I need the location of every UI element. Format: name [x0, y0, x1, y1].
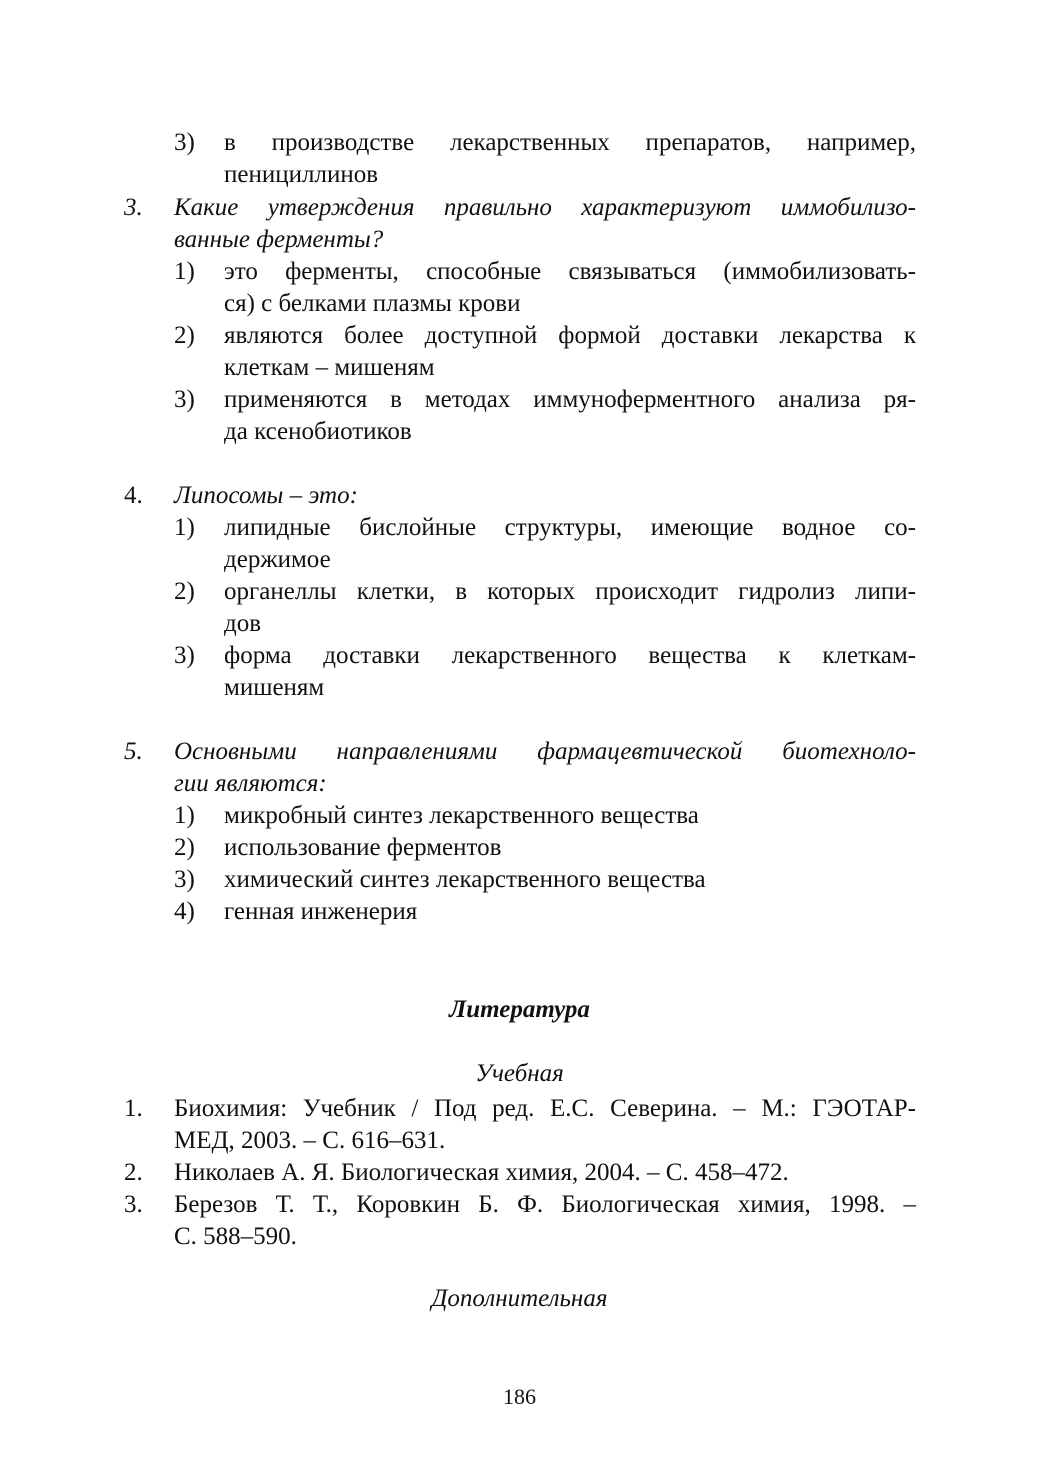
page-number: 186 — [503, 1384, 536, 1409]
question-number: 3. — [124, 194, 143, 221]
answer-text: генная инженерия — [224, 898, 418, 925]
reference-number: 3. — [124, 1191, 143, 1218]
answer-number: 2) — [174, 578, 195, 605]
question-text: гии являются: — [174, 770, 327, 797]
answer-number: 2) — [174, 322, 195, 349]
question-text: ванные ферменты? — [174, 226, 384, 253]
answer-number: 1) — [174, 514, 195, 541]
answer-text: форма доставки лекарственного вещества к клеткам- — [224, 642, 916, 669]
item-text: в производстве лекарственных препаратов, например, — [224, 129, 916, 156]
answer-text: держимое — [224, 546, 331, 573]
answer-number: 4) — [174, 898, 195, 925]
answer-text: клеткам – мишеням — [224, 354, 435, 381]
answer-number: 1) — [174, 802, 195, 829]
question-number: 5. — [124, 738, 143, 765]
answer-text: микробный синтез лекарственного вещества — [224, 802, 699, 829]
answer-text: липидные бислойные структуры, имеющие водное со- — [224, 514, 916, 541]
reference-number: 2. — [124, 1159, 143, 1186]
item-text: пенициллинов — [224, 161, 379, 188]
answer-number: 3) — [174, 866, 195, 893]
answer-text: дов — [224, 610, 262, 637]
item-number: 3) — [174, 129, 195, 156]
question-text: Какие утверждения правильно характеризуют иммобилизо- — [174, 194, 916, 221]
answer-text: использование ферментов — [224, 834, 502, 861]
answer-text: да ксенобиотиков — [224, 418, 412, 445]
answer-text: органеллы клетки, в которых происходит гидролиз липи- — [224, 578, 916, 605]
reference-text: Биохимия: Учебник / Под ред. Е.С. Северина. – М.: ГЭОТАР- — [174, 1095, 916, 1122]
answer-text: мишеням — [224, 674, 325, 701]
answer-text: химический синтез лекарственного вещества — [224, 866, 706, 893]
subsection-heading: Дополнительная — [431, 1285, 608, 1312]
answer-text: являются более доступной формой доставки лекарства к — [224, 322, 916, 349]
question-text: Липосомы – это: — [174, 482, 358, 509]
answer-number: 3) — [174, 386, 195, 413]
section-title: Литература — [449, 996, 590, 1023]
question-number: 4. — [124, 482, 143, 509]
answer-number: 2) — [174, 834, 195, 861]
answer-text: применяются в методах иммуноферментного анализа ря- — [224, 386, 916, 413]
answer-number: 3) — [174, 642, 195, 669]
subsection-heading: Учебная — [475, 1060, 564, 1087]
question-text: Основными направлениями фармацевтической биотехноло- — [174, 738, 916, 765]
reference-text: Березов Т. Т., Коровкин Б. Ф. Биологическая химия, 1998. – — [174, 1191, 916, 1218]
reference-text: С. 588–590. — [174, 1223, 297, 1250]
answer-text: это ферменты, способные связываться (иммобилизовать- — [224, 258, 916, 285]
answer-number: 1) — [174, 258, 195, 285]
reference-text: МЕД, 2003. – С. 616–631. — [174, 1127, 446, 1154]
answer-text: ся) с белками плазмы крови — [224, 290, 521, 317]
reference-text: Николаев А. Я. Биологическая химия, 2004. – С. 458–472. — [174, 1159, 789, 1186]
reference-number: 1. — [124, 1095, 143, 1122]
